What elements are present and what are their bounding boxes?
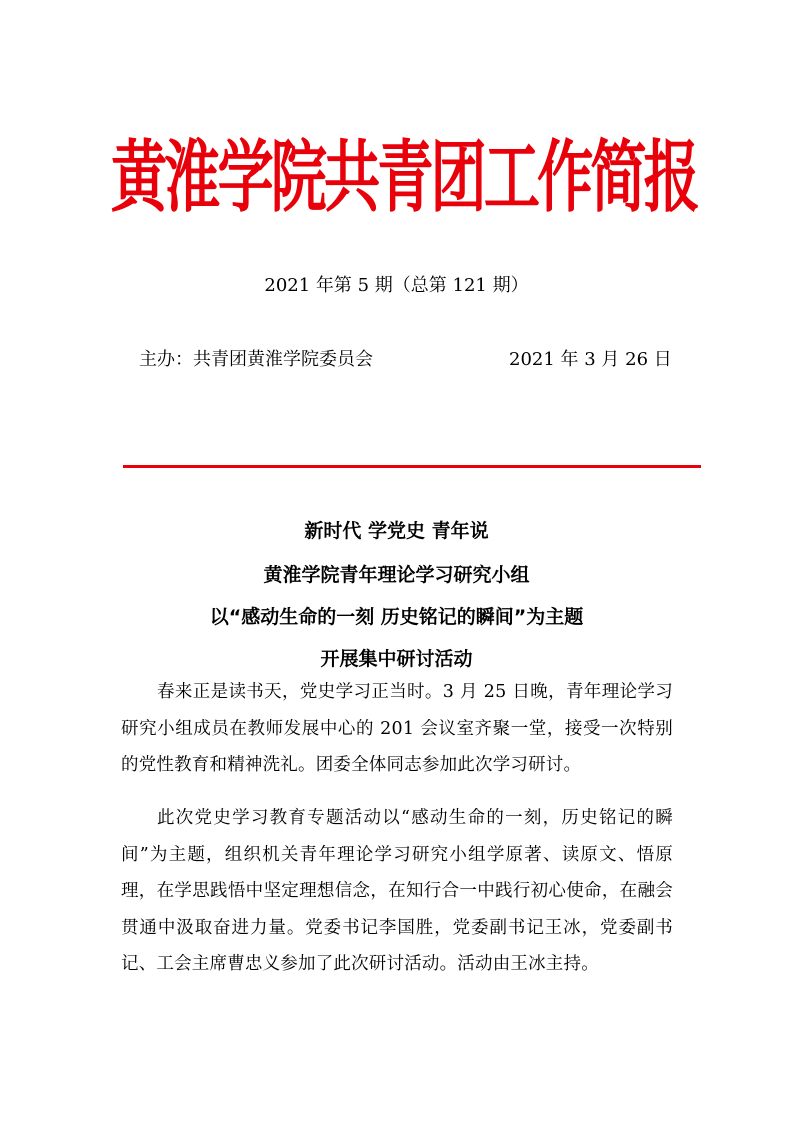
- red-divider: [123, 465, 701, 468]
- sponsor-text: 主办：共青团黄淮学院委员会: [139, 349, 373, 370]
- headline-line-3: 以“感动生命的一刻 历史铭记的瞬间”为主题: [209, 606, 584, 628]
- issue-date: 2021 年 3 月 26 日: [509, 349, 672, 370]
- issue-number: 2021 年第 5 期（总第 121 期）: [264, 275, 529, 296]
- body-paragraph-2: 此次党史学习教育专题活动以“感动生命的一刻，历史铭记的瞬间”为主题，组织机关青年理论学习研究小组学原著、读原文、悟原理，在学思践悟中坚定理想信念，在知行合一中践行初心使命，在融会贯通中汲取奋进力量。党委书记李国胜，党委副书记王冰，党委副书记、工会主席曹忠义参加了此次研讨活动。活动由王冰主持。: [121, 808, 673, 974]
- masthead-title: 黄淮学院共青团工作简报: [110, 133, 697, 223]
- headline-line-1: 新时代 学党史 青年说: [304, 520, 489, 542]
- body-paragraph-1: 春来正是读书天，党史学习正当时。3 月 25 日晚，青年理论学习研究小组成员在教师发展中心的 201 会议室齐聚一堂，接受一次特别的党性教育和精神洗礼。团委全体同志参加此次学习研讨。: [121, 682, 673, 775]
- headline-line-2: 黄淮学院青年理论学习研究小组: [263, 564, 530, 586]
- headline-line-4: 开展集中研讨活动: [320, 648, 473, 670]
